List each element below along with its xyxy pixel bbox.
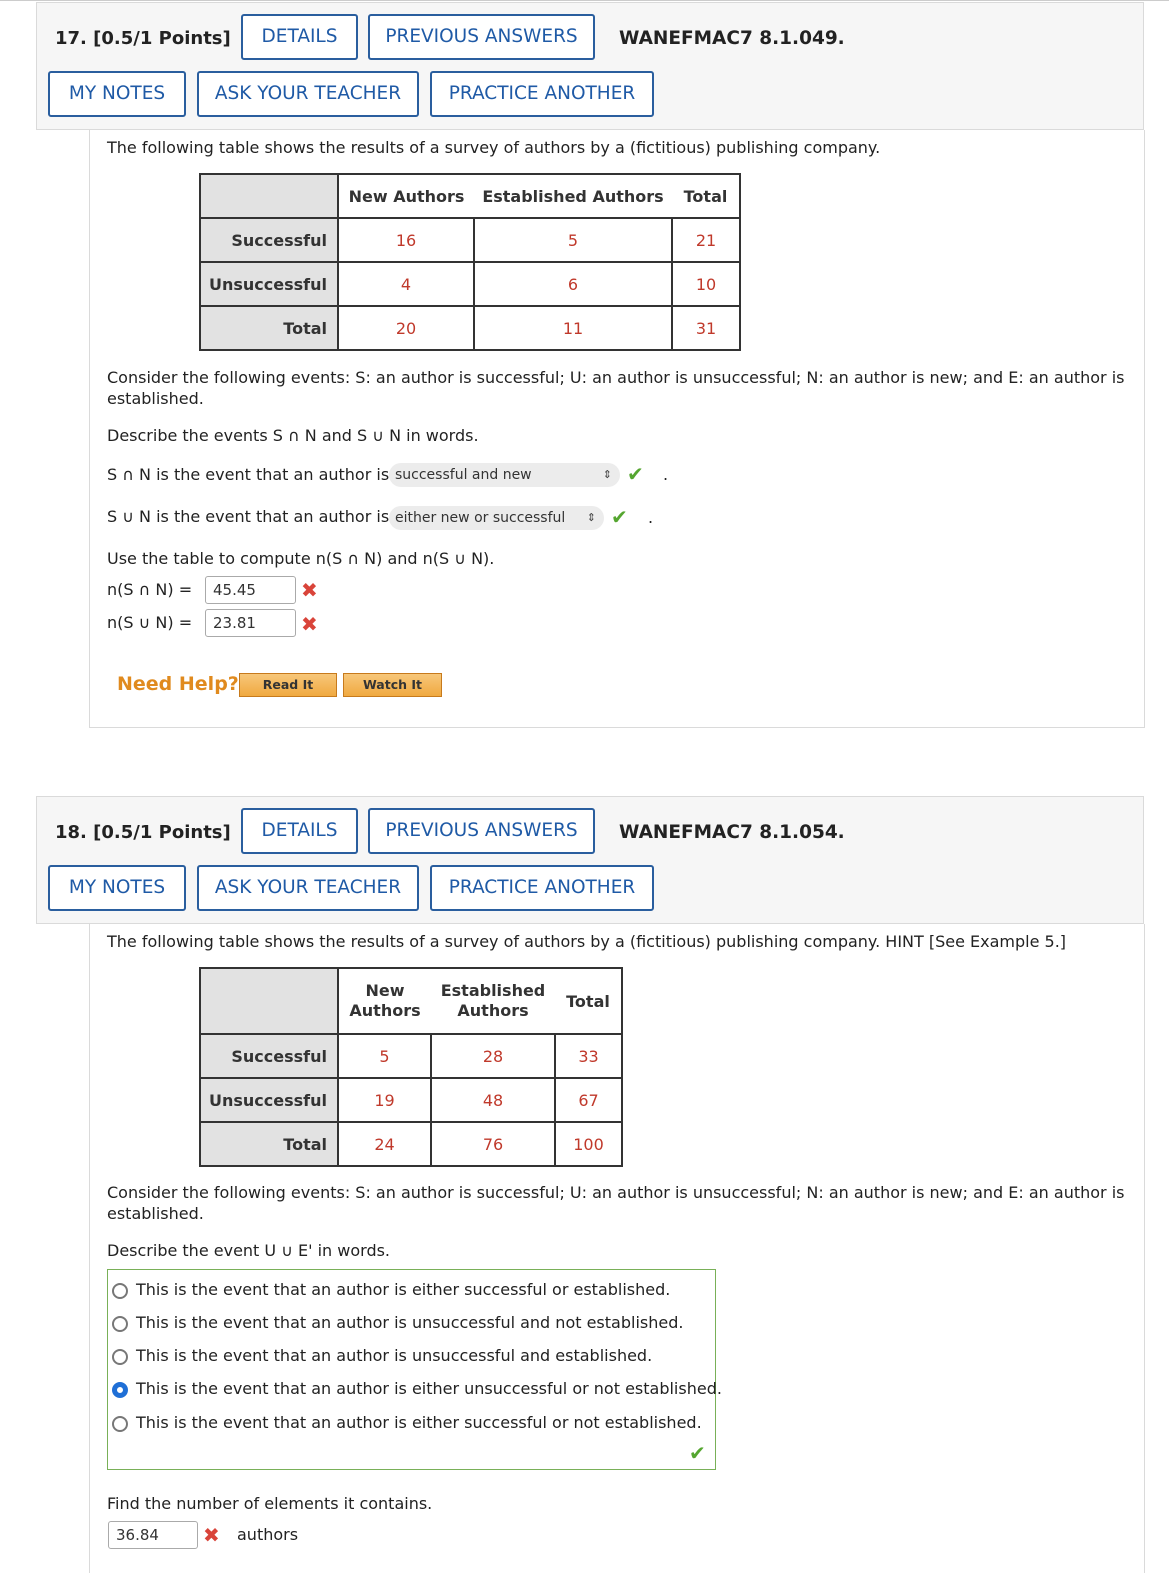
q17-cell: 5 bbox=[474, 218, 672, 262]
radio-icon[interactable] bbox=[112, 1283, 128, 1299]
q18-find-prompt: Find the number of elements it contains. bbox=[107, 1494, 433, 1513]
q17-cell: 16 bbox=[338, 218, 474, 262]
q17-sn-prefix: S ∩ N is the event that an author is bbox=[107, 465, 390, 484]
q18-row-header: Unsuccessful bbox=[200, 1078, 338, 1122]
q17-cell: 21 bbox=[672, 218, 740, 262]
check-icon: ✔ bbox=[627, 462, 644, 486]
q18-problem-code: WANEFMAC7 8.1.054. bbox=[619, 822, 845, 843]
q18-cell: 24 bbox=[338, 1122, 431, 1166]
q18-cell: 33 bbox=[555, 1034, 622, 1078]
q18-events-text: Consider the following events: S: an author is successful; U: an author is unsuccessful; N: an author is new; and E: an author is bbox=[107, 1183, 1125, 1202]
q17-events-text: Consider the following events: S: an author is successful; U: an author is unsuccessful; N: an author is new; and E: an author is bbox=[107, 368, 1125, 387]
q18-ask-teacher-button[interactable]: ASK YOUR TEACHER bbox=[197, 865, 419, 911]
cross-icon: ✖ bbox=[301, 612, 318, 636]
q17-su-prefix: S ∪ N is the event that an author is bbox=[107, 507, 390, 526]
radio-icon[interactable] bbox=[112, 1416, 128, 1432]
q17-need-help: Need Help? bbox=[117, 673, 239, 695]
q17-title: 17. [0.5/1 Points] bbox=[55, 28, 231, 49]
q18-row-header: Successful bbox=[200, 1034, 338, 1078]
q18-options-box bbox=[107, 1269, 722, 1470]
q18-cell: 67 bbox=[555, 1078, 622, 1122]
q18-cell: 28 bbox=[431, 1034, 555, 1078]
check-icon: ✔ bbox=[611, 505, 628, 529]
q17-cell: 31 bbox=[672, 306, 740, 350]
q17-nsu-input[interactable]: 23.81 bbox=[205, 609, 296, 637]
q17-describe-prompt: Describe the events S ∩ N and S ∪ N in words. bbox=[107, 426, 479, 445]
q18-events-text-cont: established. bbox=[107, 1204, 204, 1223]
q17-sn-select[interactable]: successful and new ⇕ bbox=[389, 463, 620, 487]
q17-su-select[interactable]: either new or successful ⇕ bbox=[389, 506, 604, 530]
q17-previous-answers-button[interactable]: PREVIOUS ANSWERS bbox=[368, 14, 595, 60]
q18-title: 18. [0.5/1 Points] bbox=[55, 822, 231, 843]
q17-cell: 10 bbox=[672, 262, 740, 306]
q18-practice-another-button[interactable]: PRACTICE ANOTHER bbox=[430, 865, 654, 911]
q17-cell: 11 bbox=[474, 306, 672, 350]
q17-ask-teacher-button[interactable]: ASK YOUR TEACHER bbox=[197, 71, 419, 117]
q17-read-it-button[interactable]: Read It bbox=[239, 673, 337, 697]
q17-watch-it-button[interactable]: Watch It bbox=[343, 673, 442, 697]
q17-my-notes-button[interactable]: MY NOTES bbox=[48, 71, 186, 117]
top-border bbox=[0, 0, 1169, 1]
q17-row-header: Total bbox=[200, 306, 338, 350]
q18-col-header: New Authors bbox=[338, 968, 431, 1034]
q17-problem-code: WANEFMAC7 8.1.049. bbox=[619, 28, 845, 49]
q18-cell: 48 bbox=[431, 1078, 555, 1122]
q18-option-selected[interactable]: This is the event that an author is either unsuccessful or not established. bbox=[112, 1379, 722, 1398]
q17-cell: 6 bbox=[474, 262, 672, 306]
q17-nsn-input[interactable]: 45.45 bbox=[205, 576, 296, 604]
radio-icon[interactable] bbox=[112, 1316, 128, 1332]
q17-cell: 4 bbox=[338, 262, 474, 306]
q18-table-corner bbox=[200, 968, 338, 1034]
q18-option[interactable]: This is the event that an author is unsuccessful and established. bbox=[112, 1346, 652, 1365]
q18-details-button[interactable]: DETAILS bbox=[241, 808, 358, 854]
q18-option[interactable]: This is the event that an author is either successful or established. bbox=[112, 1280, 670, 1299]
q17-practice-another-button[interactable]: PRACTICE ANOTHER bbox=[430, 71, 654, 117]
cross-icon: ✖ bbox=[301, 578, 318, 602]
q17-row-header: Unsuccessful bbox=[200, 262, 338, 306]
q17-intro: The following table shows the results of a survey of authors by a (fictitious) publishing company. bbox=[107, 138, 881, 157]
q17-col-header: New Authors bbox=[338, 174, 474, 218]
q17-col-header: Total bbox=[672, 174, 740, 218]
q17-compute-prompt: Use the table to compute n(S ∩ N) and n(S ∪ N). bbox=[107, 549, 495, 568]
q18-option[interactable]: This is the event that an author is unsuccessful and not established. bbox=[112, 1313, 683, 1332]
q17-row-header: Successful bbox=[200, 218, 338, 262]
q18-col-header: Total bbox=[555, 968, 622, 1034]
q18-col-header: Established Authors bbox=[431, 968, 555, 1034]
q17-table bbox=[199, 173, 741, 351]
q18-row-header: Total bbox=[200, 1122, 338, 1166]
q18-cell: 76 bbox=[431, 1122, 555, 1166]
q18-cell: 5 bbox=[338, 1034, 431, 1078]
q17-nsu-label: n(S ∪ N) = bbox=[107, 613, 193, 632]
q17-period: . bbox=[663, 465, 669, 484]
radio-icon-selected[interactable] bbox=[112, 1382, 128, 1398]
q17-details-button[interactable]: DETAILS bbox=[241, 14, 358, 60]
q18-answer-input[interactable]: 36.84 bbox=[108, 1521, 198, 1549]
q18-intro: The following table shows the results of a survey of authors by a (fictitious) publishing company. HINT [See Example 5.] bbox=[107, 932, 1067, 951]
q18-unit-label: authors bbox=[237, 1525, 299, 1544]
q17-cell: 20 bbox=[338, 306, 474, 350]
q17-table-corner bbox=[200, 174, 338, 218]
check-icon: ✔ bbox=[689, 1441, 706, 1465]
q17-events-text-cont: established. bbox=[107, 389, 204, 408]
q18-table bbox=[199, 967, 623, 1167]
radio-icon[interactable] bbox=[112, 1349, 128, 1365]
q17-col-header: Established Authors bbox=[474, 174, 672, 218]
q18-cell: 100 bbox=[555, 1122, 622, 1166]
q18-my-notes-button[interactable]: MY NOTES bbox=[48, 865, 186, 911]
chevron-updown-icon: ⇕ bbox=[602, 468, 612, 481]
chevron-updown-icon: ⇕ bbox=[586, 511, 596, 524]
q18-describe-prompt: Describe the event U ∪ E' in words. bbox=[107, 1241, 391, 1260]
q18-cell: 19 bbox=[338, 1078, 431, 1122]
q17-nsn-label: n(S ∩ N) = bbox=[107, 580, 193, 599]
q18-option[interactable]: This is the event that an author is either successful or not established. bbox=[112, 1413, 702, 1432]
q17-header bbox=[36, 2, 1144, 130]
q18-previous-answers-button[interactable]: PREVIOUS ANSWERS bbox=[368, 808, 595, 854]
q17-period: . bbox=[648, 508, 654, 527]
cross-icon: ✖ bbox=[203, 1523, 220, 1547]
q18-header bbox=[36, 796, 1144, 924]
